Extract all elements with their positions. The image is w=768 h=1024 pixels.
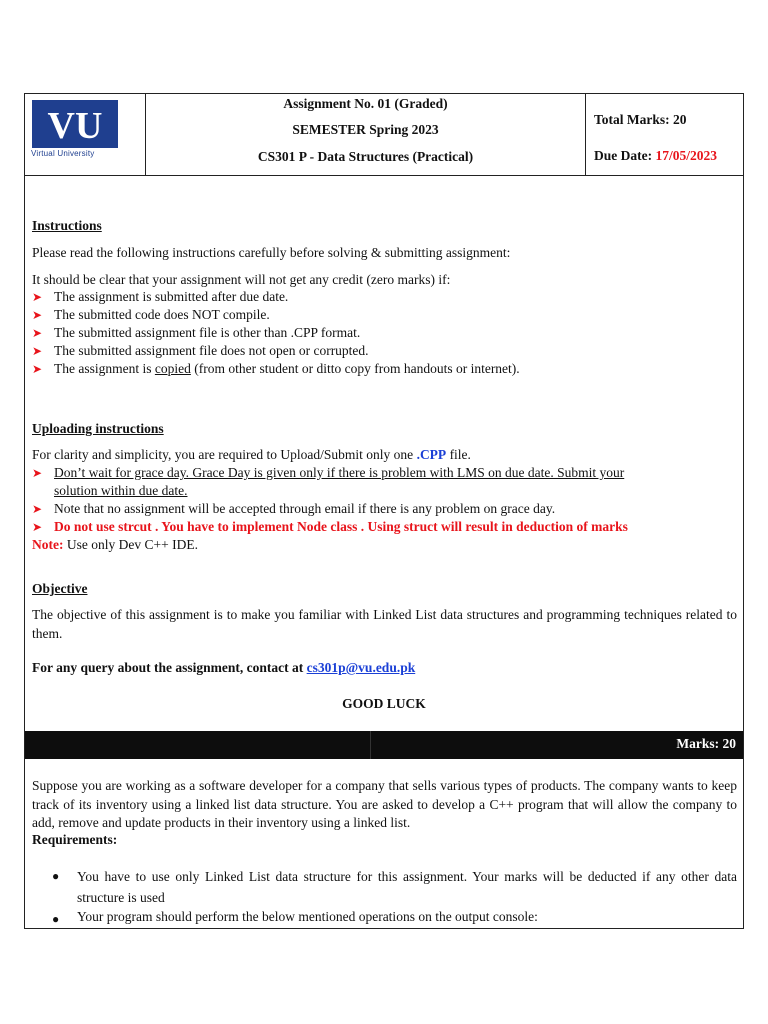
header-table — [25, 94, 743, 176]
logo-cell — [25, 94, 146, 175]
email-link[interactable]: cs301p@vu.edu.pk — [306, 660, 416, 675]
logo-caption: Virtual University — [31, 149, 95, 158]
objective-heading: Objective — [32, 581, 88, 596]
instructions-heading: Instructions — [32, 218, 102, 233]
copied-word: copied — [154, 361, 191, 376]
good-luck: GOOD LUCK — [342, 696, 426, 711]
cpp-extension: .CPP — [416, 447, 447, 462]
note-label: Note: — [32, 537, 64, 552]
bullet-dot-icon: ● — [52, 912, 60, 926]
course-title: CS301 P - Data Structures (Practical) — [257, 149, 474, 164]
assignment-document — [24, 93, 744, 929]
total-marks: Total Marks: 20 — [594, 112, 687, 127]
question-marks: Marks: 20 — [676, 736, 736, 751]
grace-line-continued: solution within due date. — [54, 483, 188, 498]
requirement-1: You have to use only Linked List data structure for this assignment. Your marks will be deducted if any other data structure is used — [77, 869, 737, 905]
list-item: ➤ The assignment is submitted after due date. — [32, 289, 289, 304]
arrow-bullet-icon: ➤ — [32, 520, 43, 534]
semester-title: SEMESTER Spring 2023 — [292, 122, 439, 137]
due-date — [594, 148, 717, 164]
title-cell — [146, 94, 586, 175]
list-item: ➤ The submitted code does NOT compile. — [32, 307, 270, 322]
list-item: ➤ The submitted assignment file does not open or corrupted. — [32, 343, 369, 358]
objective-text: The objective of this assignment is to make you familiar with Linked List data structures and programming techniques related to them. — [32, 607, 737, 641]
arrow-bullet-icon: ➤ — [32, 344, 43, 358]
marks-cell — [586, 94, 743, 175]
bullet-dot-icon: ● — [52, 869, 60, 883]
requirement-2: Your program should perform the below mentioned operations on the output console: — [77, 909, 538, 924]
requirements-label: Requirements: — [32, 832, 118, 847]
svg-text:VU: VU — [47, 105, 103, 147]
list-item: ➤ Note that no assignment will be accepted through email if there is any problem on grace day. — [32, 501, 556, 516]
due-date-value: 17/05/2023 — [655, 148, 717, 163]
assignment-title: Assignment No. 01 (Graded) — [283, 96, 448, 111]
arrow-bullet-icon: ➤ — [32, 466, 43, 480]
question-bar — [25, 731, 743, 759]
credit-line: It should be clear that your assignment will not get any credit (zero marks) if: — [32, 272, 451, 287]
arrow-bullet-icon: ➤ — [32, 502, 43, 516]
arrow-bullet-icon: ➤ — [32, 326, 43, 340]
question-bar-left — [25, 731, 371, 759]
list-item: ➤ Don’t wait for grace day. Grace Day is given only if there is problem with LMS on due date. Submit your — [32, 465, 625, 480]
due-date-label: Due Date: — [594, 148, 656, 163]
arrow-bullet-icon: ➤ — [32, 362, 43, 376]
vu-logo — [32, 100, 118, 148]
list-item: ➤ The assignment is copied (from other student or ditto copy from handouts or internet). — [32, 361, 520, 376]
query-line: For any query about the assignment, contact at cs301p@vu.edu.pk — [32, 660, 416, 675]
list-item — [32, 519, 628, 535]
problem-statement: Suppose you are working as a software developer for a company that sells various types of products. The company wants to keep track of its inventory using a linked list data structure. You are asked to develop a C++ program that will allow the company to add, remove and update products in their inventory using a linked list. — [32, 778, 737, 830]
instructions-intro: Please read the following instructions carefully before solving & submitting assignment: — [32, 245, 511, 260]
upload-line: For clarity and simplicity, you are required to Upload/Submit only one .CPP file. — [32, 447, 471, 462]
ide-note: Note: Use only Dev C++ IDE. — [32, 537, 198, 552]
struct-warning: Do not use strcut . You have to implement Node class . Using struct will result in deduction of marks — [54, 519, 628, 534]
arrow-bullet-icon: ➤ — [32, 290, 43, 304]
arrow-bullet-icon: ➤ — [32, 308, 43, 322]
list-item: ➤ The submitted assignment file is other than .CPP format. — [32, 325, 361, 340]
upload-heading: Uploading instructions — [32, 421, 164, 436]
